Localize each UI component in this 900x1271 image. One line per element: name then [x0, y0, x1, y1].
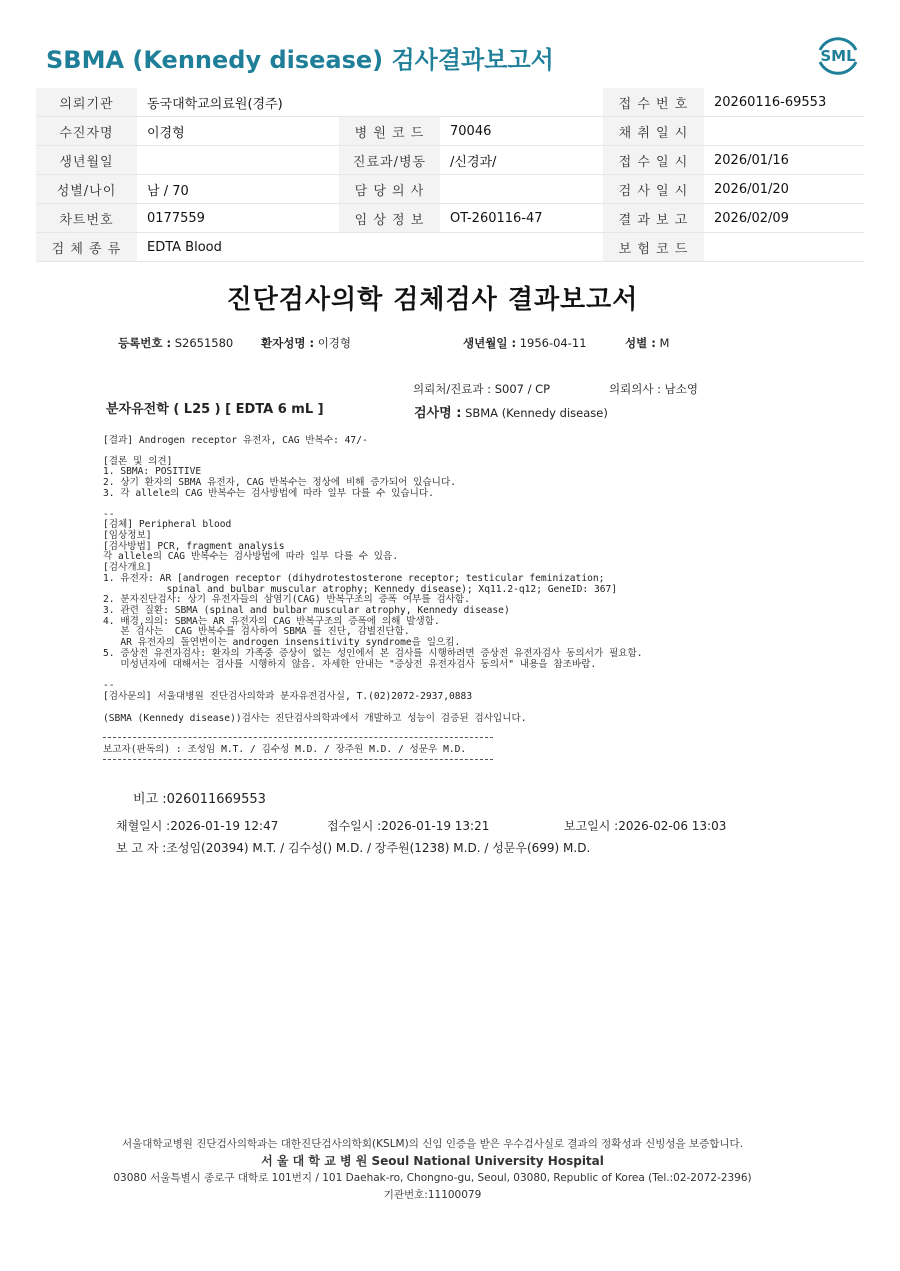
patient-name	[261, 335, 351, 351]
collect-label: 채혈일시 :	[116, 819, 171, 833]
dashed-divider	[103, 737, 493, 738]
sex-value: M	[659, 336, 670, 350]
receive-label: 접수일시 :	[327, 819, 382, 833]
info-value: 2026/01/20	[704, 175, 864, 204]
info-value	[704, 117, 864, 146]
sml-logo-icon	[812, 30, 864, 80]
info-label: 접 수 번 호	[603, 88, 704, 117]
doctor-line: 의뢰의사 : 남소영	[609, 382, 698, 396]
info-value	[137, 146, 339, 175]
info-value: 동국대학교의료원(경주)	[137, 88, 603, 117]
detail-line: 본 검사는 CAG 반복수를 검사하여 SBMA 를 진단, 감별진단함.	[103, 626, 410, 637]
reporter-signature-line	[116, 839, 590, 856]
info-value: /신경과/	[440, 146, 603, 175]
info-row	[36, 175, 864, 204]
info-row	[36, 233, 864, 262]
info-label: 결 과 보 고	[603, 204, 704, 233]
report-title: 진단검사의학 검체검사 결과보고서	[226, 285, 639, 315]
footer-address: 03080 서울특별시 종로구 대학로 101번지 / 101 Daehak-ro, Chongno-gu, Seoul, 03080, Republic of Korea (Tel.:02-2072-2396)	[113, 1172, 752, 1184]
separator: --	[103, 680, 115, 691]
footer-certification: 서울대학교병원 진단검사의학과는 대한진단검사의학회(KSLM)의 신임 인증을 받은 우수검사실로 결과의 정확성과 신빙성을 보증합니다.	[121, 1138, 744, 1150]
detail-line: [검체] Peripheral blood	[103, 519, 232, 530]
info-label: 진료과/병동	[339, 146, 440, 175]
collect-value: 2026-01-19 12:47	[170, 819, 279, 833]
remark-value: 026011669553	[166, 792, 266, 807]
receive-value: 2026-01-19 13:21	[381, 819, 490, 833]
info-label: 보 험 코 드	[603, 233, 704, 262]
dob-value: 1956-04-11	[519, 336, 587, 350]
remark	[133, 788, 266, 807]
detail-line: 3. 관련 질환: SBMA (spinal and bulbar muscular atrophy, Kennedy disease)	[103, 605, 510, 616]
birth-date	[463, 335, 587, 351]
info-label: 성별/나이	[36, 175, 137, 204]
detail-line: 5. 증상전 유전자검사: 환자의 가족중 증상이 없는 성인에서 본 검사를 시행하려면 증상전 유전자검사 동의서가 필요함.	[103, 648, 643, 659]
detail-line: 4. 배경,의의: SBMA는 AR 유전자의 CAG 반복구조의 증폭에 의해 발생함.	[103, 616, 440, 627]
info-value: OT-260116-47	[440, 204, 603, 233]
test-label: 검사명 :	[414, 406, 462, 421]
info-label: 생년월일	[36, 146, 137, 175]
sex-label: 성별 :	[625, 336, 656, 350]
reg-value: S2651580	[174, 336, 234, 350]
footer-institution-code: 기관번호:11100079	[383, 1189, 482, 1201]
info-value: 2026/02/09	[704, 204, 864, 233]
reporter2-label: 보 고 자 :	[116, 841, 167, 855]
info-value	[440, 175, 603, 204]
info-value: 남 / 70	[137, 175, 339, 204]
info-label: 의뢰기관	[36, 88, 137, 117]
info-value: 70046	[440, 117, 603, 146]
report-datetime	[564, 817, 726, 834]
dashed-divider	[103, 759, 493, 760]
info-label: 수진자명	[36, 117, 137, 146]
test-name	[414, 402, 608, 421]
patient-info-table	[36, 88, 864, 262]
info-label: 병 원 코 드	[339, 117, 440, 146]
info-value: 0177559	[137, 204, 339, 233]
info-label: 검 체 종 류	[36, 233, 137, 262]
conclusion-line: 3. 각 allele의 CAG 반복수는 검사방법에 따라 일부 다를 수 있습니다.	[103, 488, 434, 499]
registration-number	[118, 335, 233, 351]
detail-line: 미성년자에 대해서는 검사를 시행하지 않음. 자세한 안내는 "증상전 유전자검사 동의서" 내용을 참조바람.	[103, 659, 597, 670]
development-line: (SBMA (Kennedy disease))검사는 진단검사의학과에서 개발하고 성능이 검증된 검사입니다.	[103, 713, 527, 724]
info-value	[704, 233, 864, 262]
reporter2-value: 조성임(20394) M.T. / 김수성() M.D. / 장주원(1238) M.D. / 성문우(699) M.D.	[166, 841, 591, 855]
conclusion-line: 1. SBMA: POSITIVE	[103, 466, 202, 477]
conclusion-line: [결론 및 의견]	[103, 456, 173, 467]
inquiry-line: [검사문의] 서울대병원 진단검사의학과 분자유전검사실, T.(02)2072-2937,0883	[103, 691, 473, 702]
footer-hospital-name: 서 울 대 학 교 병 원 Seoul National University Hospital	[261, 1154, 604, 1168]
detail-line: 1. 유전자: AR [androgen receptor (dihydrotestosterone receptor; testicular feminization;	[103, 573, 605, 584]
info-label: 임 상 정 보	[339, 204, 440, 233]
info-value: EDTA Blood	[137, 233, 603, 262]
report-value: 2026-02-06 13:03	[618, 819, 727, 833]
name-label: 환자성명 :	[261, 336, 315, 350]
detail-line: spinal and bulbar muscular atrophy; Kennedy disease); Xq11.2-q12; GeneID: 367]	[103, 584, 618, 595]
detail-line: 2. 분자진단검사: 상기 유전자들의 삼염기(CAG) 반복구조의 증폭 여부를 검사함.	[103, 594, 470, 605]
info-label: 채 취 일 시	[603, 117, 704, 146]
result-line: [결과] Androgen receptor 유전자, CAG 반복수: 47/-	[103, 435, 368, 446]
info-row	[36, 204, 864, 233]
name-value: 이경형	[317, 336, 352, 350]
section-title: 분자유전학 ( L25 ) [ EDTA 6 mL ]	[106, 402, 324, 417]
dob-label: 생년월일 :	[463, 336, 517, 350]
info-row	[36, 88, 864, 117]
info-value: 2026/01/16	[704, 146, 864, 175]
collect-datetime	[116, 817, 278, 834]
detail-line: [검사개요]	[103, 562, 152, 573]
sex	[625, 335, 669, 351]
detail-line: 각 allele의 CAG 반복수는 검사방법에 따라 일부 다를 수 있음.	[103, 551, 399, 562]
info-value: 이경형	[137, 117, 339, 146]
receive-datetime	[327, 817, 489, 834]
reg-label: 등록번호 :	[118, 336, 172, 350]
separator: --	[103, 509, 115, 520]
info-label: 검 사 일 시	[603, 175, 704, 204]
remark-label: 비고 :	[133, 792, 167, 807]
detail-line: [검사방법] PCR, fragment analysis	[103, 541, 285, 552]
info-label: 담 당 의 사	[339, 175, 440, 204]
detail-line: [임상정보]	[103, 530, 152, 541]
info-label: 차트번호	[36, 204, 137, 233]
detail-line: AR 유전자의 돌연변이는 androgen insensitivity syndrome을 일으킴.	[103, 637, 461, 648]
info-value: 20260116-69553	[704, 88, 864, 117]
test-value: SBMA (Kennedy disease)	[465, 406, 608, 420]
report-label: 보고일시 :	[564, 819, 619, 833]
info-label: 접 수 일 시	[603, 146, 704, 175]
conclusion-line: 2. 상기 환자의 SBMA 유전자, CAG 반복수는 정상에 비해 증가되어 있습니다.	[103, 477, 456, 488]
report-header-title: SBMA (Kennedy disease) 검사결과보고서	[46, 46, 554, 74]
info-row	[36, 117, 864, 146]
dept-line: 의뢰처/진료과 : S007 / CP	[413, 382, 551, 396]
info-row	[36, 146, 864, 175]
reporter-line: 보고자(판독의) : 조성임 M.T. / 김수성 M.D. / 장주원 M.D. / 성문우 M.D.	[103, 744, 467, 755]
logo-text: SML	[820, 47, 856, 65]
